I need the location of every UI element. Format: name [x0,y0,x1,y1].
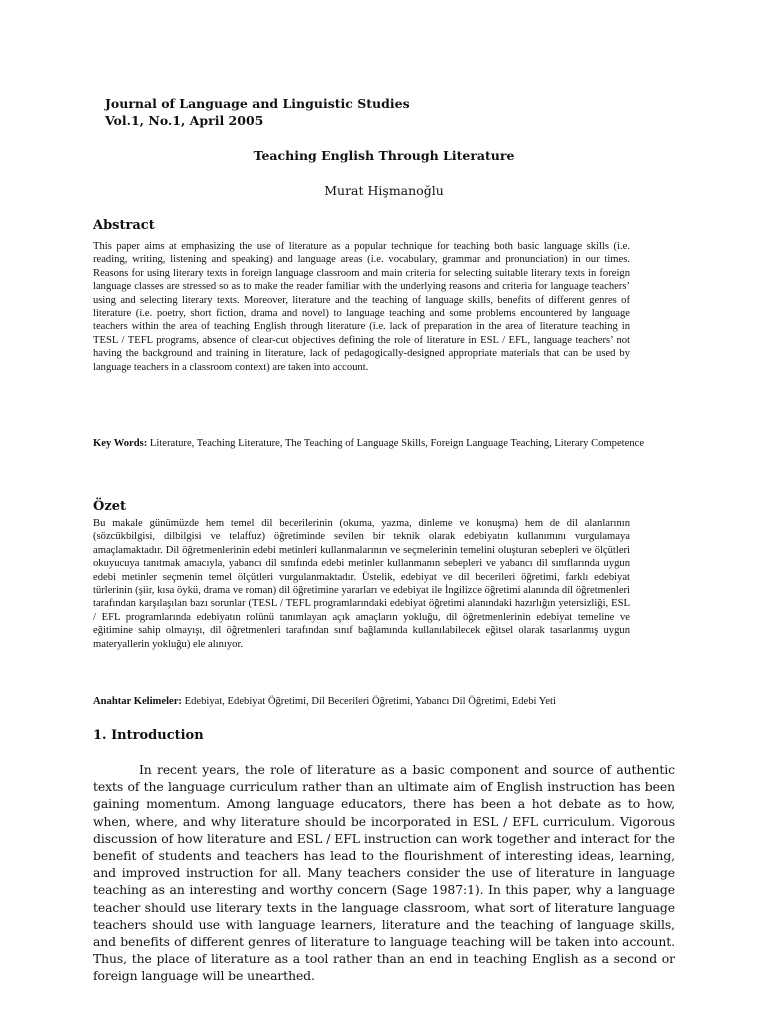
abstract-heading: Abstract [93,218,155,233]
abstract-keywords [93,436,658,452]
anahtar-kelimeler-value: Edebiyat, Edebiyat Öğretimi, Dil Becerileri Öğretimi, Yabancı Dil Öğretimi, Edebi Yeti [184,696,556,707]
anahtar-kelimeler-label: Anahtar Kelimeler: [93,696,182,707]
ozet-keywords [93,694,658,710]
keywords-label: Key Words: [93,438,148,449]
journal-name: Journal of Language and Linguistic Studies [105,96,410,111]
journal-header [105,95,410,129]
introduction-text: In recent years, the role of literature as a basic component and source of authentic texts of the language curriculum rather than an ultimate aim of English instruction has been gaining momentum. Among language educators, there has been a hot debate as to how, when, where, and why literature should be incorporated in ESL / EFL curriculum. Vigorous discussion of how literature and ESL / EFL instruction can work together and interact for the benefit of students and teachers has lead to the flourishment of interesting ideas, learning, and improved instruction for all. Many teachers consider the use of literature in language teaching as an interesting and worthy concern (Sage 1987:1). In this paper, why a language teacher should use literary texts in the language classroom, what sort of literature language teachers should use with language learners, literature and the teaching of language skills, and benefits of different genres of literature to language teaching will be taken into account. Thus, the place of literature as a tool rather than an end in teaching English as a second or foreign language will be unearthed. [93,762,675,984]
journal-issue: Vol.1, No.1, April 2005 [105,113,264,128]
article-title: Teaching English Through Literature [253,148,515,163]
introduction-heading: 1. Introduction [93,728,204,743]
ozet-text: Bu makale günümüzde hem temel dil becerilerinin (okuma, yazma, dinleme ve konuşma) hem de dil alanlarının (sözcükbilgisi, dilbilgisi ve telaffuz) öğretiminde sevilen bir teknik olarak edebiyatın kullanımını vurgulamaya amaçlamaktadır. Dil öğretmenlerinin edebi metinleri kullanmalarının ve seçmelerinin temelini oluşturan sebepleri ve ölçütleri okuyucuya tanıtmak amacıyla, yabancı dil sınıfında edebi metinler kullanmanın sebepleri ve yabancı dil sınıflarında uygun edebi metinler seçmenin temel ölçütleri vurgulanmaktadır. Üstelik, edebiyat ve dil becerileri öğretimi, farklı edebiyat türlerinin (şiir, kısa öykü, drama ve roman) dil öğretimine yararları ve edebiyat ile İngilizce öğretimi alanında dil öğretmenleri tarafından karşılaşılan bazı sorunlar (TESL / TEFL programlarındaki edebiyat öğretimi alanındaki hazırlığın yetersizliği, ESL / EFL programlarında edebiyatın rolünü tanımlayan açık amaçların yokluğu, dil öğretmenlerinin edebiyat temeline ve eğitimine sahip olmayışı, dil öğretmenleri tarafından sınıf bağlamında kullanılabilecek eğitsel olarak tasarlanmış uygun materyallerin yokluğu) ele alınıyor. [93,518,630,650]
ozet-heading: Özet [93,499,126,514]
article-author: Murat Hişmanoğlu [324,183,444,198]
keywords-value: Literature, Teaching Literature, The Teaching of Language Skills, Foreign Language Teaching, Literary Competence [149,438,645,449]
abstract-text: This paper aims at emphasizing the use of literature as a popular technique for teaching both basic language skills (i.e. reading, writing, listening and speaking) and language areas (i.e. vocabulary, grammar and pronunciation) in our times. Reasons for using literary texts in foreign language classroom and main criteria for selecting suitable literary texts in foreign language classes are stressed so as to make the reader familiar with the underlying reasons and criteria for language teachers’ using and selecting literary texts. Moreover, literature and the teaching of language skills, benefits of different genres of literature (i.e. poetry, short fiction, drama and novel) to language teaching and some problems encountered by language teachers within the area of teaching English through literature (i.e. lack of preparation in the area of literature teaching in TESL / TEFL programs, absence of clear-cut objectives defining the role of literature in ESL / EFL, language teachers’ not having the background and training in literature, lack of pedagogically-designed appropriate materials that can be used by language teachers in a classroom context) are taken into account. [93,241,630,373]
